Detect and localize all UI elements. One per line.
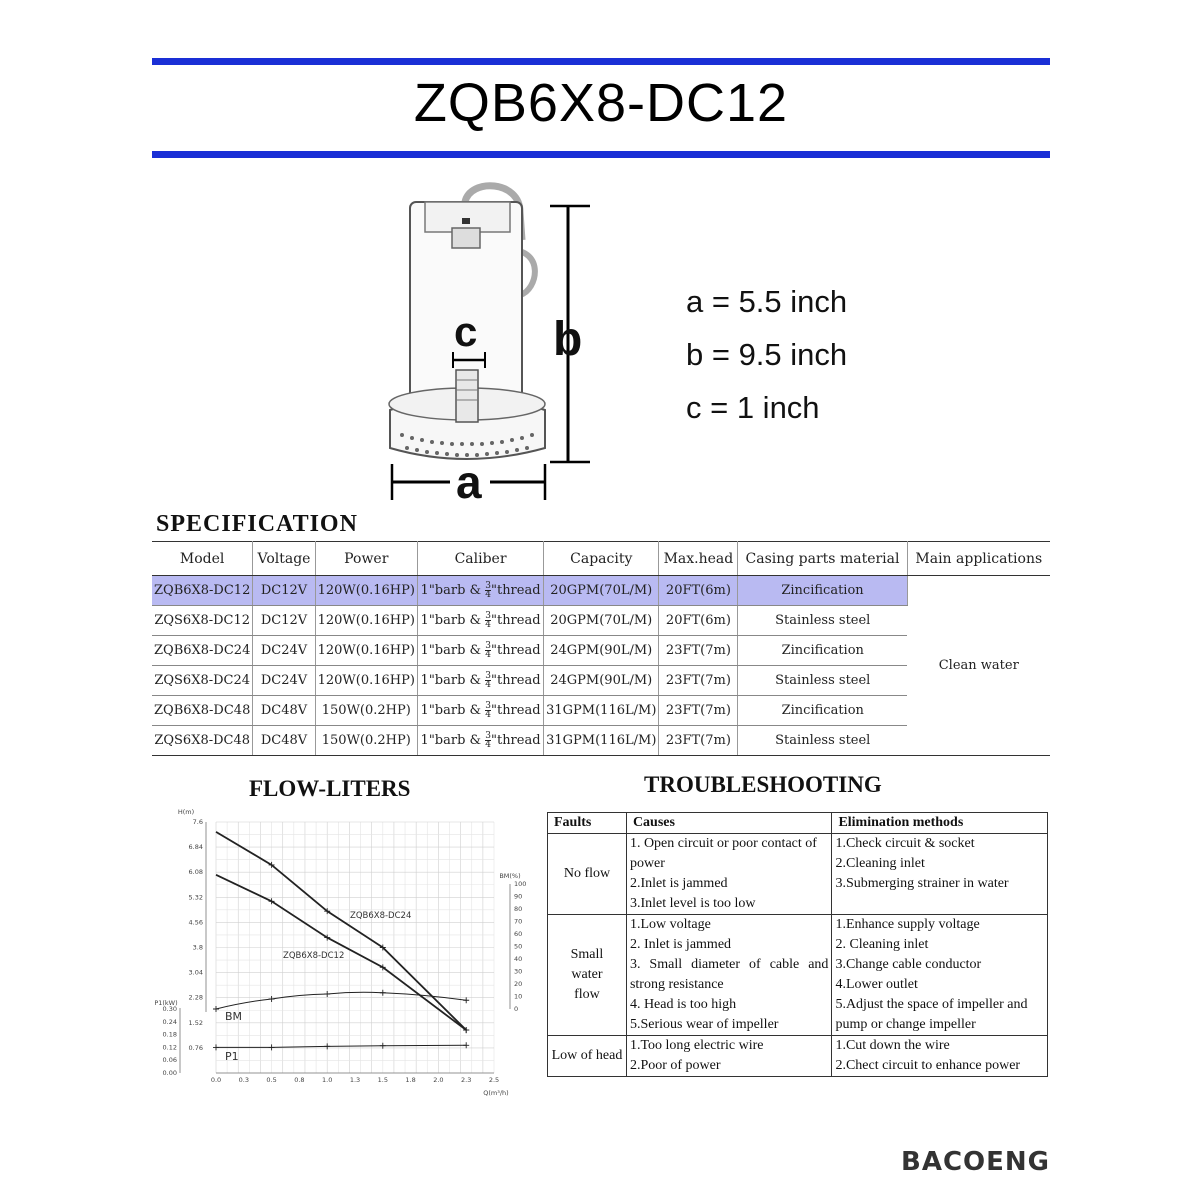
data-point-marker <box>463 997 469 1003</box>
spec-max-head: 23FT(7m) <box>659 666 738 696</box>
p1-tick-label: 0.18 <box>162 1030 177 1039</box>
flow-chart <box>150 800 530 1100</box>
trouble-causes-line: 3.Inlet level is too low <box>629 896 756 911</box>
series-label: ZQB6X8-DC24 <box>350 911 412 921</box>
dimension-c: c = 1 inch <box>686 390 820 425</box>
spec-col-capacity: Capacity <box>544 542 659 576</box>
caliber-suffix: "thread <box>490 733 541 748</box>
brand-logo: BACOENG <box>901 1147 1050 1177</box>
trouble-fault: No flow <box>548 834 627 915</box>
caliber-suffix: "thread <box>490 613 541 628</box>
spec-voltage: DC48V <box>253 726 315 756</box>
spec-caliber <box>417 636 543 666</box>
spec-col-caliber: Caliber <box>417 542 543 576</box>
trouble-methods-line: 2. Cleaning inlet <box>835 937 929 952</box>
troubleshooting-table <box>547 812 1048 1077</box>
spec-col-voltage: Voltage <box>253 542 315 576</box>
p1-tick-label: 0.30 <box>162 1005 177 1013</box>
trouble-row <box>548 915 1048 1036</box>
spec-material: Stainless steel <box>738 606 907 636</box>
specification-table <box>152 541 1050 756</box>
trouble-methods-line: 3.Change cable conductor <box>835 957 982 972</box>
trouble-fault: Small water flow <box>548 915 627 1036</box>
trouble-causes <box>626 1036 832 1077</box>
trouble-methods-line: 4.Lower outlet <box>835 977 918 992</box>
bm-tick-label: 50 <box>514 942 523 951</box>
p1-axis-label: P1(kW) <box>154 999 178 1007</box>
spec-max-head: 20FT(6m) <box>659 606 738 636</box>
caliber-fraction-num: 3 <box>485 641 491 651</box>
spec-caliber <box>417 606 543 636</box>
bottom-rule <box>152 151 1050 158</box>
dimension-b: b = 9.5 inch <box>686 337 848 372</box>
caliber-suffix: "thread <box>490 583 541 598</box>
data-point-marker <box>324 991 330 997</box>
trouble-causes-line: 1. Open circuit or poor contact of power <box>629 836 817 871</box>
bm-tick-label: 40 <box>514 955 523 963</box>
spec-col-applications: Main applications <box>907 542 1050 576</box>
spec-max-head: 20FT(6m) <box>659 576 738 606</box>
bm-tick-label: 100 <box>514 880 527 888</box>
h-tick-label: 1.52 <box>188 1018 203 1027</box>
spec-col-material: Casing parts material <box>738 542 907 576</box>
spec-material: Zincification <box>738 576 907 606</box>
data-point-marker <box>463 1042 469 1048</box>
bm-tick-label: 0 <box>514 1005 519 1013</box>
trouble-methods-line: 1.Enhance supply voltage <box>835 917 980 932</box>
bm-tick-label: 60 <box>514 930 523 938</box>
data-point-marker <box>213 1044 219 1050</box>
spec-power: 120W(0.16HP) <box>315 636 417 666</box>
trouble-causes-line: 2.Inlet is jammed <box>629 876 728 891</box>
spec-model: ZQB6X8-DC48 <box>152 696 253 726</box>
series-line <box>216 832 466 1030</box>
specification-heading: SPECIFICATION <box>156 511 358 537</box>
spec-col-model: Model <box>152 542 253 576</box>
flow-chart-heading: FLOW-LITERS <box>249 776 411 801</box>
spec-power: 120W(0.16HP) <box>315 606 417 636</box>
dim-label-c: c <box>454 308 478 355</box>
trouble-header-row <box>548 813 1048 834</box>
caliber-fraction-den: 4 <box>485 680 491 690</box>
trouble-methods-line: 2.Cleaning inlet <box>835 856 925 871</box>
x-tick-label: 0.5 <box>266 1076 277 1084</box>
caliber-prefix: 1"barb & <box>420 673 486 688</box>
caliber-fraction-den: 4 <box>485 620 491 630</box>
trouble-causes-line: 2.Poor of power <box>629 1058 721 1073</box>
spec-caliber <box>417 666 543 696</box>
h-tick-label: 6.08 <box>188 868 203 877</box>
trouble-col-causes: Causes <box>626 813 832 834</box>
caliber-prefix: 1"barb & <box>420 613 486 628</box>
x-tick-label: 2.0 <box>433 1076 444 1084</box>
caliber-prefix: 1"barb & <box>420 703 486 718</box>
trouble-methods <box>832 834 1048 915</box>
spec-voltage: DC48V <box>253 696 315 726</box>
spec-voltage: DC24V <box>253 666 315 696</box>
trouble-causes-line: 5.Serious wear of impeller <box>629 1017 779 1032</box>
spec-capacity: 20GPM(70L/M) <box>544 606 659 636</box>
troubleshooting-heading: TROUBLESHOOTING <box>644 772 882 797</box>
h-tick-label: 2.28 <box>188 993 203 1002</box>
trouble-methods-line: 5.Adjust the space of impeller and pump or change impeller <box>835 997 1028 1032</box>
h-tick-label: 3.8 <box>192 943 203 952</box>
h-tick-label: 6.84 <box>188 843 203 852</box>
trouble-methods-line: 1.Cut down the wire <box>835 1038 950 1053</box>
trouble-causes-line: 2. Inlet is jammed <box>629 937 732 952</box>
h-tick-label: 5.32 <box>188 893 203 902</box>
page-title: ZQB6X8-DC12 <box>413 73 789 133</box>
series-label: BM <box>225 1010 243 1023</box>
series-line <box>216 992 466 1009</box>
dim-label-a: a <box>456 456 482 508</box>
spec-capacity: 20GPM(70L/M) <box>544 576 659 606</box>
trouble-causes-line: 3. Small diameter of cable and strong resistance <box>629 957 829 992</box>
bm-axis-label: BM(%) <box>499 872 521 880</box>
caliber-fraction-den: 4 <box>485 590 491 600</box>
spec-model: ZQB6X8-DC12 <box>152 576 253 606</box>
spec-max-head: 23FT(7m) <box>659 696 738 726</box>
bm-tick-label: 30 <box>514 967 523 976</box>
spec-caliber <box>417 576 543 606</box>
spec-voltage: DC12V <box>253 576 315 606</box>
caliber-fraction-num: 3 <box>485 701 491 711</box>
trouble-causes-line: 1.Too long electric wire <box>629 1038 764 1053</box>
caliber-suffix: "thread <box>490 703 541 718</box>
trouble-causes <box>626 915 832 1036</box>
spec-col-max-head: Max.head <box>659 542 738 576</box>
spec-capacity: 24GPM(90L/M) <box>544 636 659 666</box>
spec-power: 120W(0.16HP) <box>315 576 417 606</box>
trouble-methods-line: 1.Check circuit & socket <box>835 836 975 851</box>
spec-max-head: 23FT(7m) <box>659 726 738 756</box>
caliber-fraction-den: 4 <box>485 710 491 720</box>
h-tick-label: 4.56 <box>188 918 203 927</box>
trouble-fault: Low of head <box>548 1036 627 1077</box>
p1-tick-label: 0.00 <box>162 1069 177 1077</box>
trouble-causes-line: 1.Low voltage <box>629 917 711 932</box>
x-tick-label: 1.3 <box>349 1076 361 1084</box>
data-point-marker <box>269 1044 275 1050</box>
spec-material: Zincification <box>738 636 907 666</box>
series-line <box>216 1045 466 1047</box>
spec-model: ZQS6X8-DC48 <box>152 726 253 756</box>
spec-power: 120W(0.16HP) <box>315 666 417 696</box>
spec-max-head: 23FT(7m) <box>659 636 738 666</box>
bm-tick-label: 10 <box>514 992 523 1001</box>
bm-tick-label: 70 <box>514 917 523 926</box>
x-tick-label: 0.3 <box>238 1076 249 1084</box>
x-axis-label: Q(m³/h) <box>483 1089 509 1097</box>
spec-capacity: 31GPM(116L/M) <box>544 696 659 726</box>
spec-capacity: 31GPM(116L/M) <box>544 726 659 756</box>
data-point-marker <box>324 1043 330 1049</box>
top-rule <box>152 58 1050 65</box>
caliber-fraction-num: 3 <box>485 671 491 681</box>
dim-label-b: b <box>553 313 583 366</box>
caliber-prefix: 1"barb & <box>420 733 486 748</box>
p1-tick-label: 0.12 <box>162 1043 177 1052</box>
spec-power: 150W(0.2HP) <box>315 696 417 726</box>
spec-model: ZQS6X8-DC24 <box>152 666 253 696</box>
spec-material: Stainless steel <box>738 666 907 696</box>
trouble-methods-line: 3.Submerging strainer in water <box>835 876 1009 891</box>
caliber-fraction-den: 4 <box>485 740 491 750</box>
x-tick-label: 1.0 <box>322 1076 333 1084</box>
bm-tick-label: 20 <box>514 980 523 988</box>
spec-voltage: DC12V <box>253 606 315 636</box>
trouble-methods <box>832 1036 1048 1077</box>
x-tick-label: 1.5 <box>377 1076 388 1084</box>
h-tick-label: 3.04 <box>188 968 203 977</box>
p1-tick-label: 0.24 <box>162 1017 177 1026</box>
series-label: P1 <box>225 1050 239 1063</box>
series-label: ZQB6X8-DC12 <box>283 951 345 961</box>
spec-header-row <box>152 542 1050 576</box>
bm-tick-label: 90 <box>514 892 523 901</box>
caliber-fraction-den: 4 <box>485 650 491 660</box>
spec-material: Zincification <box>738 696 907 726</box>
h-tick-label: 0.76 <box>188 1043 203 1052</box>
caliber-suffix: "thread <box>490 673 541 688</box>
trouble-col-methods: Elimination methods <box>832 813 1048 834</box>
caliber-fraction-num: 3 <box>485 581 491 591</box>
data-point-marker <box>269 996 275 1002</box>
caliber-prefix: 1"barb & <box>420 583 486 598</box>
h-tick-label: 7.6 <box>192 818 203 826</box>
bm-tick-label: 80 <box>514 905 523 913</box>
data-point-marker <box>213 1006 219 1012</box>
caliber-fraction-num: 3 <box>485 611 491 621</box>
spec-row <box>152 576 1050 606</box>
x-tick-label: 0.8 <box>294 1076 305 1084</box>
x-tick-label: 1.8 <box>405 1076 416 1084</box>
spec-col-power: Power <box>315 542 417 576</box>
trouble-causes-line: 4. Head is too high <box>629 997 737 1012</box>
trouble-causes <box>626 834 832 915</box>
x-tick-label: 2.3 <box>461 1076 472 1084</box>
dimension-a: a = 5.5 inch <box>686 284 848 319</box>
spec-power: 150W(0.2HP) <box>315 726 417 756</box>
trouble-col-faults: Faults <box>548 813 627 834</box>
trouble-methods-line: 2.Chect circuit to enhance power <box>835 1058 1021 1073</box>
spec-caliber <box>417 696 543 726</box>
spec-model: ZQS6X8-DC12 <box>152 606 253 636</box>
spec-capacity: 24GPM(90L/M) <box>544 666 659 696</box>
data-point-marker <box>380 990 386 996</box>
x-tick-label: 2.5 <box>488 1076 500 1084</box>
caliber-prefix: 1"barb & <box>420 643 486 658</box>
x-tick-label: 0.0 <box>210 1076 222 1084</box>
spec-model: ZQB6X8-DC24 <box>152 636 253 666</box>
spec-caliber <box>417 726 543 756</box>
trouble-methods <box>832 915 1048 1036</box>
spec-voltage: DC24V <box>253 636 315 666</box>
h-axis-label: H(m) <box>177 808 195 816</box>
caliber-suffix: "thread <box>490 643 541 658</box>
spec-material: Stainless steel <box>738 726 907 756</box>
trouble-row <box>548 1036 1048 1077</box>
p1-tick-label: 0.06 <box>162 1056 177 1065</box>
trouble-row <box>548 834 1048 915</box>
caliber-fraction-num: 3 <box>485 731 491 741</box>
spec-application: Clean water <box>907 576 1050 756</box>
